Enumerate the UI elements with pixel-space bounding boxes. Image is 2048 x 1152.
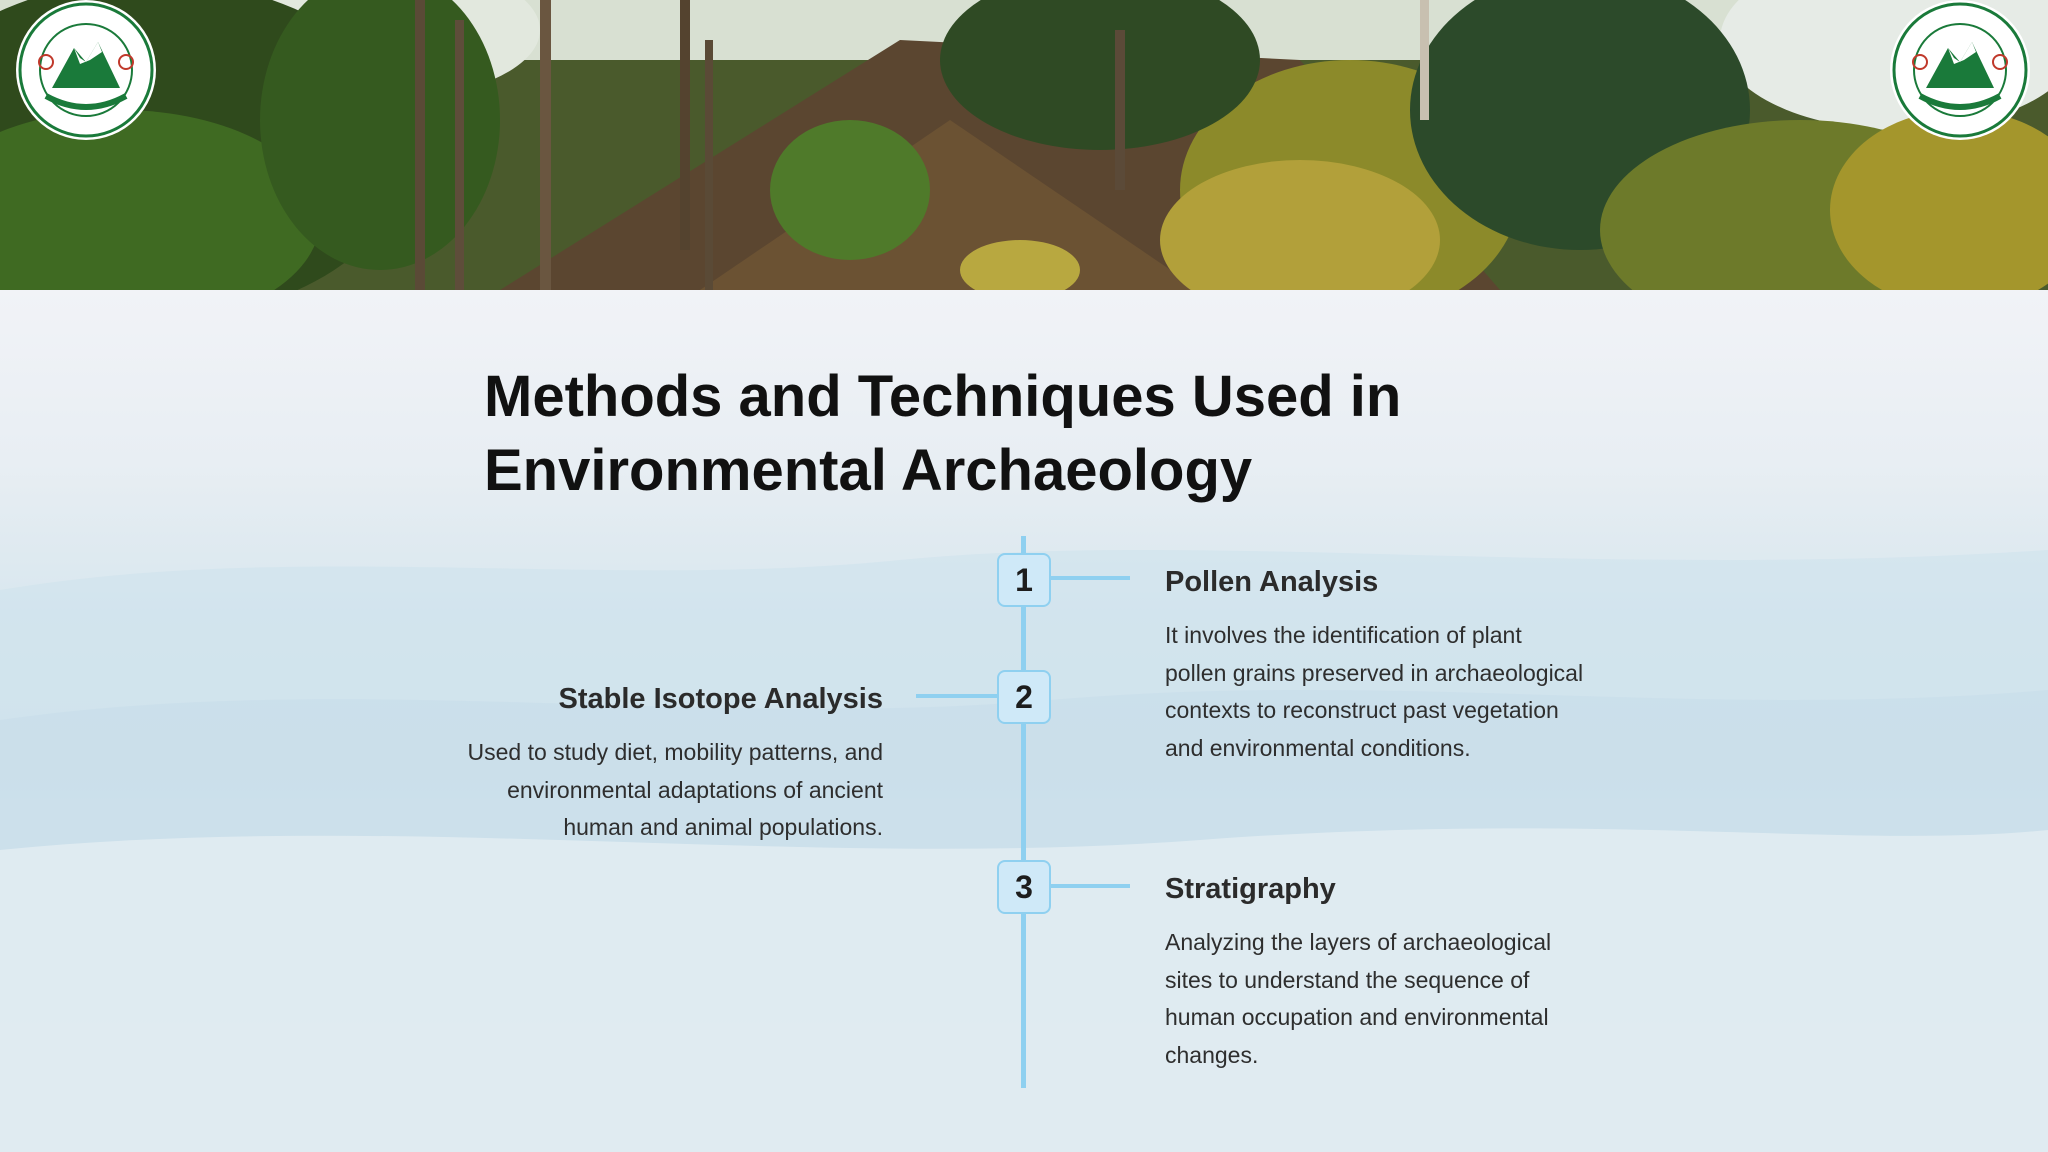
university-seal-icon (16, 0, 156, 140)
page-title (484, 360, 1584, 508)
university-logo-left (16, 0, 156, 140)
forest-illustration (0, 0, 2048, 290)
university-logo-right (1890, 0, 2030, 140)
page-title-line-1: Methods and Techniques Used in (484, 364, 1402, 429)
timeline-number-badge-2: 2 (997, 670, 1051, 724)
timeline-connector-2 (916, 694, 998, 698)
timeline-item-title-1: Pollen Analysis (1165, 566, 1379, 598)
timeline-item-description-1: It involves the identification of plant pollen grains preserved in archaeological contexts to reconstruct past vegetation and environmental conditions. (1165, 622, 1584, 761)
timeline-item-description-3: Analyzing the layers of archaeological sites to understand the sequence of human occupation and environmental changes. (1165, 929, 1552, 1068)
university-seal-icon (1890, 0, 2030, 140)
timeline-number-badge-3: 3 (997, 860, 1051, 914)
forest-banner-image (0, 0, 2048, 290)
page-title-line-2: Environmental Archaeology (484, 438, 1253, 503)
timeline-item-title-3: Stratigraphy (1165, 873, 1336, 905)
timeline-item-description-2: Used to study diet, mobility patterns, and environmental adaptations of ancient human and animal populations. (467, 739, 883, 840)
timeline-connector-3 (1048, 884, 1130, 888)
timeline-vertical-line (1021, 536, 1026, 1088)
timeline-connector-1 (1048, 576, 1130, 580)
timeline-number-badge-1: 1 (997, 553, 1051, 607)
timeline-item-title-2: Stable Isotope Analysis (558, 683, 883, 715)
